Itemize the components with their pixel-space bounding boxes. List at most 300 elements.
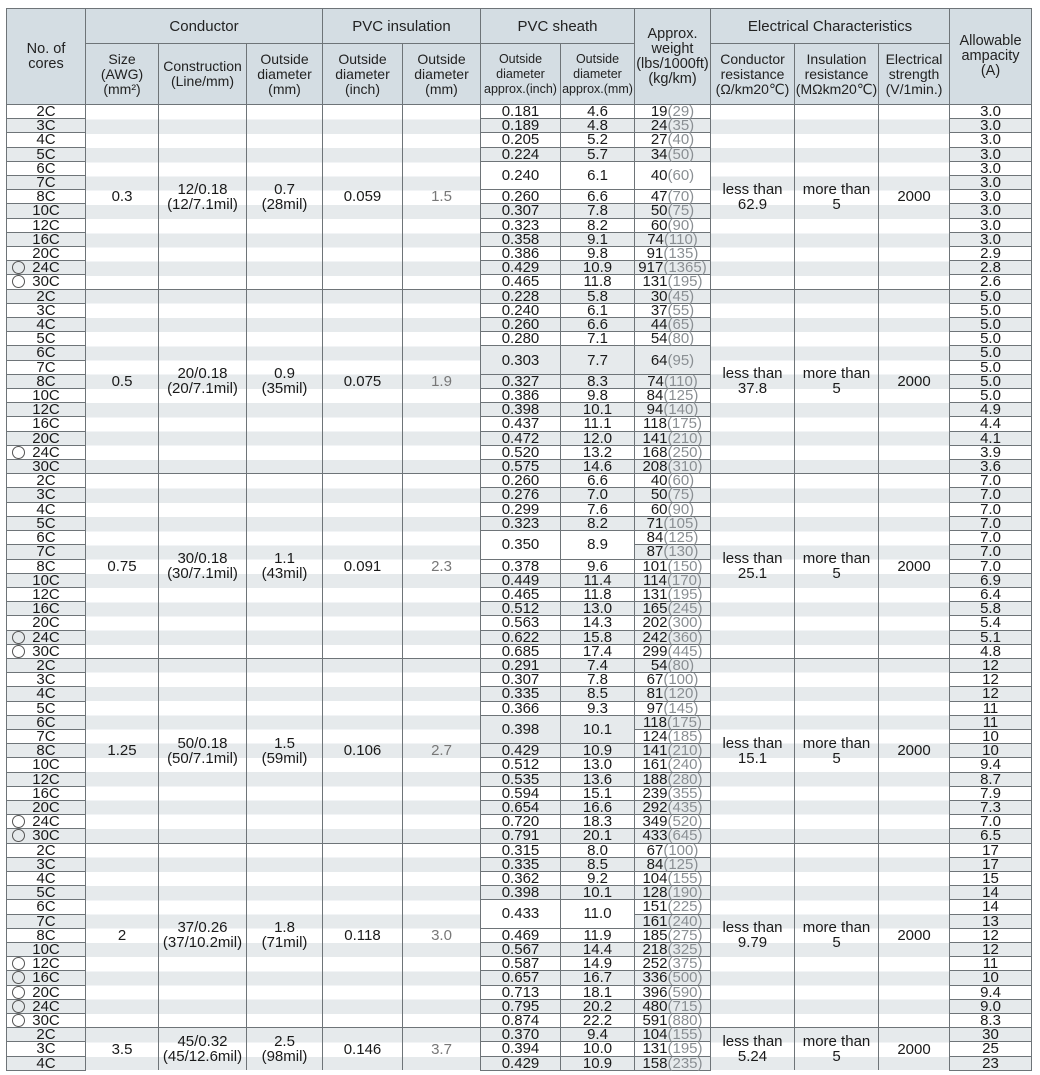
sheath-od-mm-value: 11.9: [583, 926, 612, 944]
weight-kg-value: (195): [667, 273, 703, 291]
cell-sheath-od-inch: [481, 715, 561, 743]
conductor-od-value-line1: 0.7: [274, 180, 295, 198]
header-weight-line4: (kg/km): [648, 70, 697, 87]
cell-electrical-strength: [879, 843, 950, 1028]
cell-conductor-construction: [159, 105, 247, 290]
sheath-od-inch-value: 0.386: [501, 387, 540, 405]
sheath-od-mm-value: 10.1: [582, 884, 613, 902]
weight-lbs-value: 34: [650, 145, 668, 163]
insulation-resistance-value-line2: 5: [832, 195, 841, 213]
weight-lbs-value: 299: [642, 642, 668, 660]
weight-lbs-value: 396: [642, 983, 668, 1001]
sheath-od-mm-value: 6.6: [587, 472, 608, 490]
weight-lbs-value: 151: [642, 898, 668, 916]
cell-conductor-size: [86, 1028, 159, 1071]
weight-kg-value: (29): [667, 103, 695, 120]
header-conductor: [86, 9, 323, 44]
sheath-od-mm-value: 11.4: [583, 571, 612, 589]
sheath-od-inch-value: 0.465: [501, 585, 540, 603]
weight-kg-value: (240): [667, 912, 703, 930]
sheath-od-mm-value: 14.9: [582, 955, 613, 973]
cell-sheath-od-mm: [561, 715, 635, 743]
weight-lbs-value: 40: [650, 472, 668, 490]
cores-value: 30C: [32, 273, 60, 291]
header-cond-res-line3: (Ω/km20℃): [715, 80, 790, 97]
cores-value: 8C: [36, 557, 56, 575]
header-sheath-mm-line3: approx.(mm): [562, 81, 633, 96]
ampacity-value: 5.1: [980, 628, 1001, 646]
sheath-od-mm-value: 7.8: [587, 671, 608, 689]
sheath-od-inch-value: 0.323: [501, 514, 540, 532]
weight-kg-value: (170): [666, 571, 702, 589]
cores-value: 2C: [36, 103, 56, 120]
electrical-strength-value: 2000: [897, 557, 931, 575]
cores-value: 20C: [32, 798, 60, 816]
ampacity-value: 14: [982, 898, 999, 916]
circle-mark-icon: [12, 446, 25, 459]
sheath-od-mm-value: 6.1: [587, 301, 608, 319]
cell-approx-weight: [635, 147, 711, 161]
header-pvc-insulation-label: PVC insulation: [352, 17, 451, 35]
sheath-od-mm-value: 13.0: [582, 756, 613, 774]
cores-value: 30C: [32, 827, 60, 845]
conductor-resistance-value-line2: 5.24: [737, 1048, 768, 1066]
weight-kg-value: (135): [663, 245, 699, 263]
sheath-od-mm-value: 9.8: [587, 387, 608, 405]
sheath-od-inch-value: 0.398: [501, 884, 540, 902]
sheath-od-inch-value: 0.433: [501, 905, 540, 923]
weight-lbs-value: 242: [642, 628, 668, 646]
weight-kg-value: (195): [667, 1040, 703, 1058]
sheath-od-mm-value: 13.6: [582, 770, 613, 788]
cell-conductor-construction: [159, 474, 247, 659]
conductor-od-value-line1: 1.8: [274, 919, 295, 937]
header-ins-mm-line2: diameter: [414, 65, 469, 82]
cores-value: 8C: [36, 926, 56, 944]
conductor-resistance-value-line2: 37.8: [737, 380, 768, 398]
sheath-od-mm-value: 10.1: [582, 720, 613, 738]
header-cond-res-line2: resistance: [720, 65, 785, 82]
cell-sheath-od-mm: [561, 900, 635, 928]
ampacity-value: 7.0: [980, 529, 1001, 547]
cores-value: 4C: [36, 500, 56, 518]
cell-sheath-od-mm: [561, 332, 635, 346]
cell-conductor-size: [86, 289, 159, 474]
circle-mark-icon: [12, 631, 25, 644]
cores-value: 8C: [36, 742, 56, 760]
cell-insulation-od-inch: [323, 474, 403, 659]
ampacity-value: 7.0: [980, 486, 1001, 504]
sheath-od-mm-value: 7.6: [587, 500, 608, 518]
header-ins-mm-line3: (mm): [425, 80, 458, 97]
sheath-od-inch-value: 0.465: [501, 273, 540, 291]
weight-lbs-value: 124: [642, 727, 668, 745]
cell-insulation-od-mm: [403, 1028, 481, 1071]
conductor-od-value-line1: 1.1: [274, 550, 295, 568]
insulation-od-inch-value: 0.059: [343, 188, 382, 206]
sheath-od-mm-value: 11.1: [583, 415, 612, 433]
weight-lbs-value: 60: [650, 500, 668, 518]
sheath-od-mm-value: 16.7: [582, 969, 613, 987]
weight-kg-value: (435): [667, 798, 703, 816]
construction-value-line1: 30/0.18: [177, 550, 228, 568]
weight-kg-value: (70): [667, 188, 695, 206]
weight-kg-value: (110): [663, 230, 698, 248]
weight-kg-value: (250): [667, 443, 703, 461]
weight-lbs-value: 44: [650, 316, 668, 334]
cores-value: 2C: [36, 1026, 56, 1044]
weight-lbs-value: 67: [646, 671, 664, 689]
weight-lbs-value: 917: [638, 259, 664, 277]
weight-kg-value: (240): [667, 756, 703, 774]
sheath-od-inch-value: 0.327: [501, 372, 540, 390]
header-electrical-strength: [879, 44, 950, 105]
cell-conductor-size: [86, 474, 159, 659]
cell-sheath-od-inch: [481, 147, 561, 161]
sheath-od-inch-value: 0.472: [501, 429, 540, 447]
sheath-od-mm-value: 9.2: [587, 869, 608, 887]
cores-value: 7C: [36, 727, 56, 745]
sheath-od-mm-value: 14.6: [582, 458, 613, 476]
weight-lbs-value: 64: [650, 351, 668, 369]
sheath-od-mm-value: 8.2: [587, 216, 608, 234]
cell-insulation-od-inch: [323, 289, 403, 474]
sheath-od-inch-value: 0.181: [501, 103, 540, 120]
conductor-od-value-line1: 0.9: [274, 365, 295, 383]
cores-value: 6C: [36, 529, 56, 547]
sheath-od-mm-value: 10.0: [582, 1040, 613, 1058]
header-conductor-label: Conductor: [169, 17, 239, 35]
cores-value: 5C: [36, 699, 56, 717]
circle-mark-icon: [12, 829, 25, 842]
sheath-od-mm-value: 20.2: [582, 997, 613, 1015]
ampacity-value: 4.1: [980, 429, 1001, 447]
weight-lbs-value: 141: [642, 742, 668, 760]
header-insulation-od-inch: [323, 44, 403, 105]
cores-value: 24C: [32, 997, 60, 1015]
ampacity-value: 2.9: [980, 245, 1001, 263]
header-sheath-od-mm: [561, 44, 635, 105]
ampacity-value: 11: [982, 955, 999, 973]
weight-lbs-value: 91: [646, 245, 664, 263]
ampacity-value: 23: [982, 1054, 999, 1072]
conductor-resistance-value-line1: less than: [722, 180, 783, 198]
conductor-resistance-value-line2: 62.9: [737, 195, 768, 213]
sheath-od-inch-value: 0.260: [501, 188, 540, 206]
cell-allowable-ampacity: [950, 1056, 1032, 1070]
weight-lbs-value: 97: [646, 699, 664, 717]
header-allowable-ampacity: [950, 9, 1032, 105]
header-conductor-resistance: [711, 44, 795, 105]
weight-kg-value: (225): [667, 898, 703, 916]
sheath-od-mm-value: 11.8: [583, 273, 612, 291]
weight-kg-value: (500): [667, 969, 703, 987]
cell-sheath-od-mm: [561, 147, 635, 161]
cell-insulation-od-inch: [323, 105, 403, 290]
circle-mark-icon: [12, 986, 25, 999]
cell-sheath-od-mm: [561, 346, 635, 374]
cell-sheath-od-mm: [561, 1056, 635, 1070]
weight-kg-value: (120): [663, 685, 699, 703]
conductor-resistance-value-line2: 15.1: [737, 749, 768, 767]
weight-lbs-value: 202: [642, 614, 668, 632]
cell-approx-weight: [635, 161, 711, 189]
header-ampacity-line1: Allowable: [959, 33, 1022, 49]
cores-value: 24C: [32, 628, 60, 646]
header-no-of-cores-label: No. of cores: [26, 40, 66, 72]
weight-lbs-value: 131: [642, 1040, 668, 1058]
header-conductor-outside-diameter: [247, 44, 323, 105]
cell-conductor-construction: [159, 843, 247, 1028]
weight-lbs-value: 118: [643, 713, 667, 731]
sheath-od-mm-value: 9.3: [587, 699, 608, 717]
sheath-od-inch-value: 0.512: [501, 756, 540, 774]
cell-insulation-resistance: [795, 474, 879, 659]
sheath-od-inch-value: 0.276: [501, 486, 540, 504]
sheath-od-mm-value: 10.1: [582, 401, 613, 419]
header-elec-str-line3: (V/1min.): [885, 80, 943, 97]
cores-value: 2C: [36, 656, 56, 674]
cell-insulation-od-inch: [323, 843, 403, 1028]
sheath-od-inch-value: 0.512: [501, 600, 540, 618]
weight-kg-value: (375): [667, 955, 703, 973]
weight-kg-value: (355): [667, 784, 703, 802]
weight-kg-value: (50): [667, 145, 695, 163]
weight-kg-value: (80): [667, 656, 695, 674]
cell-insulation-od-mm: [403, 289, 481, 474]
header-sheath-inch-line3: approx.(inch): [484, 81, 557, 96]
header-weight-line1: Approx.: [647, 25, 698, 42]
insulation-od-inch-value: 0.075: [343, 372, 382, 390]
cores-value: 8C: [36, 372, 56, 390]
insulation-resistance-value-line2: 5: [832, 934, 841, 952]
weight-kg-value: (80): [667, 330, 695, 348]
cell-conductor-resistance: [711, 843, 795, 1028]
ampacity-value: 3.0: [980, 103, 1001, 120]
cell-electrical-strength: [879, 1028, 950, 1071]
ampacity-value: 3.6: [980, 458, 1001, 476]
weight-lbs-value: 84: [646, 855, 664, 873]
cores-value: 30C: [32, 1012, 60, 1029]
header-pvc-sheath: [481, 9, 635, 44]
header-ins-inch-line2: diameter: [335, 65, 390, 82]
weight-lbs-value: 40: [650, 166, 668, 184]
cell-electrical-strength: [879, 289, 950, 474]
sheath-od-inch-value: 0.299: [501, 500, 540, 518]
header-ins-inch-line1: Outside: [338, 50, 387, 67]
header-construction-line2: (Line/mm): [170, 73, 234, 89]
weight-lbs-value: 161: [642, 912, 668, 930]
construction-value-line2: (37/10.2mil): [162, 934, 243, 952]
cell-sheath-od-inch: [481, 701, 561, 715]
conductor-od-value-line2: (71mil): [261, 934, 308, 952]
construction-value-line1: 20/0.18: [177, 365, 228, 383]
sheath-od-mm-value: 18.1: [582, 983, 613, 1001]
header-insulation-resistance: [795, 44, 879, 105]
conductor-size-value: 3.5: [111, 1040, 133, 1058]
conductor-od-value-line2: (35mil): [261, 380, 308, 398]
cores-value: 30C: [32, 458, 60, 476]
weight-kg-value: (195): [667, 585, 703, 603]
sheath-od-inch-value: 0.791: [501, 827, 540, 845]
conductor-od-value-line1: 2.5: [274, 1033, 295, 1051]
cell-insulation-od-mm: [403, 843, 481, 1028]
cores-value: 2C: [36, 287, 56, 305]
weight-kg-value: (100): [663, 671, 699, 689]
sheath-od-mm-value: 11.8: [583, 585, 612, 603]
cell-conductor-outside-diameter: [247, 474, 323, 659]
weight-lbs-value: 131: [642, 585, 668, 603]
sheath-od-mm-value: 18.3: [582, 813, 613, 831]
circle-mark-icon: [12, 815, 25, 828]
ampacity-value: 5.0: [980, 301, 1001, 319]
weight-kg-value: (75): [667, 486, 695, 504]
cores-value: 12C: [32, 585, 60, 603]
sheath-od-inch-value: 0.657: [501, 969, 540, 987]
circle-mark-icon: [12, 957, 25, 970]
sheath-od-mm-value: 5.7: [587, 145, 608, 163]
electrical-strength-value: 2000: [897, 372, 931, 390]
sheath-od-mm-value: 10.9: [582, 259, 613, 277]
weight-kg-value: (175): [666, 415, 702, 433]
sheath-od-mm-value: 11.0: [583, 905, 612, 923]
insulation-resistance-value-line1: more than: [802, 365, 871, 383]
electrical-strength-value: 2000: [897, 188, 931, 206]
ampacity-value: 10: [982, 969, 999, 987]
sheath-od-inch-value: 0.228: [501, 287, 540, 305]
weight-kg-value: (130): [663, 543, 699, 561]
ampacity-value: 4.8: [980, 642, 1001, 660]
weight-lbs-value: 168: [642, 443, 668, 461]
ampacity-value: 7.9: [980, 784, 1001, 802]
cell-insulation-resistance: [795, 1028, 879, 1071]
cores-value: 10C: [32, 202, 60, 220]
header-cond-res-line1: Conductor: [720, 50, 785, 67]
cell-sheath-od-inch: [481, 346, 561, 374]
weight-lbs-value: 19: [650, 103, 668, 120]
insulation-od-mm-value: 2.7: [431, 742, 452, 760]
cell-conductor-resistance: [711, 658, 795, 843]
weight-kg-value: (210): [667, 429, 703, 447]
header-ampacity-line2: ampacity: [961, 48, 1020, 64]
sheath-od-mm-value: 9.4: [587, 1026, 608, 1044]
construction-value-line1: 50/0.18: [177, 734, 228, 752]
cores-value: 20C: [32, 429, 60, 447]
insulation-resistance-value-line1: more than: [802, 1033, 871, 1051]
sheath-od-mm-value: 15.8: [582, 628, 613, 646]
sheath-od-inch-value: 0.335: [501, 855, 540, 873]
header-conductor-size: [86, 44, 159, 105]
header-construction-line1: Construction: [163, 58, 242, 74]
sheath-od-inch-value: 0.449: [501, 571, 540, 589]
sheath-od-mm-value: 14.4: [582, 940, 613, 958]
cores-value: 10C: [32, 387, 60, 405]
insulation-resistance-value-line1: more than: [802, 550, 871, 568]
conductor-resistance-value-line1: less than: [722, 365, 783, 383]
sheath-od-mm-value: 15.1: [582, 784, 613, 802]
weight-lbs-value: 74: [647, 230, 664, 248]
sheath-od-mm-value: 8.3: [587, 372, 608, 390]
weight-kg-value: (445): [667, 642, 703, 660]
weight-kg-value: (45): [667, 287, 695, 305]
weight-kg-value: (245): [667, 600, 703, 618]
weight-lbs-value: 84: [646, 529, 664, 547]
sheath-od-mm-value: 22.2: [582, 1012, 613, 1029]
insulation-od-mm-value: 3.7: [431, 1040, 452, 1058]
sheath-od-mm-value: 9.1: [587, 230, 608, 248]
sheath-od-mm-value: 6.6: [587, 316, 608, 334]
weight-lbs-value: 292: [642, 798, 668, 816]
sheath-od-inch-value: 0.315: [501, 841, 540, 859]
sheath-od-mm-value: 7.7: [587, 351, 608, 369]
sheath-od-inch-value: 0.307: [501, 202, 540, 220]
cores-value: 10C: [32, 940, 60, 958]
weight-lbs-value: 50: [650, 486, 668, 504]
sheath-od-inch-value: 0.795: [501, 997, 540, 1015]
cores-value: 7C: [36, 174, 56, 192]
header-insulation-od-mm: [403, 44, 481, 105]
weight-kg-value: (645): [667, 827, 703, 845]
sheath-od-inch-value: 0.874: [501, 1012, 540, 1029]
weight-kg-value: (55): [667, 301, 695, 319]
ampacity-value: 7.0: [980, 813, 1001, 831]
cell-conductor-outside-diameter: [247, 105, 323, 290]
cores-value: 4C: [36, 1054, 56, 1072]
ampacity-value: 12: [982, 656, 999, 674]
cores-value: 12C: [32, 216, 60, 234]
cores-value: 4C: [36, 869, 56, 887]
electrical-strength-value: 2000: [897, 1040, 931, 1058]
weight-kg-value: (65): [667, 316, 695, 334]
conductor-size-value: 0.75: [107, 557, 137, 575]
weight-kg-value: (60): [667, 166, 695, 184]
ampacity-value: 7.3: [980, 798, 1001, 816]
cell-insulation-od-mm: [403, 474, 481, 659]
header-ins-res-line1: Insulation: [806, 50, 867, 67]
construction-value-line1: 45/0.32: [177, 1033, 228, 1051]
weight-lbs-value: 81: [646, 685, 664, 703]
weight-kg-value: (125): [663, 387, 699, 405]
weight-kg-value: (1365): [663, 259, 707, 277]
weight-kg-value: (40): [667, 131, 695, 149]
header-elec-str-line2: strength: [888, 65, 940, 82]
sheath-od-mm-value: 14.3: [582, 614, 613, 632]
cell-conductor-construction: [159, 1028, 247, 1071]
cell-sheath-od-mm: [561, 161, 635, 189]
ampacity-value: 8.7: [980, 770, 1001, 788]
cores-value: 16C: [32, 600, 60, 618]
insulation-resistance-value-line1: more than: [802, 180, 871, 198]
circle-mark-icon: [12, 1000, 25, 1013]
header-weight-line3: (lbs/1000ft): [636, 55, 709, 72]
cores-value: 6C: [36, 713, 56, 731]
cell-sheath-od-inch: [481, 161, 561, 189]
ampacity-value: 9.4: [980, 983, 1001, 1001]
cores-value: 20C: [32, 983, 60, 1001]
ampacity-value: 5.0: [980, 358, 1001, 376]
conductor-size-value: 0.5: [111, 372, 133, 390]
sheath-od-inch-value: 0.587: [501, 955, 540, 973]
cores-value: 24C: [32, 443, 60, 461]
ampacity-value: 6.5: [980, 827, 1001, 845]
weight-kg-value: (95): [667, 351, 695, 369]
weight-lbs-value: 84: [646, 387, 664, 405]
conductor-od-value-line2: (59mil): [261, 749, 308, 767]
ampacity-value: 30: [982, 1026, 999, 1044]
cores-value: 16C: [32, 969, 60, 987]
sheath-od-inch-value: 0.362: [501, 869, 540, 887]
cores-value: 24C: [32, 259, 60, 277]
